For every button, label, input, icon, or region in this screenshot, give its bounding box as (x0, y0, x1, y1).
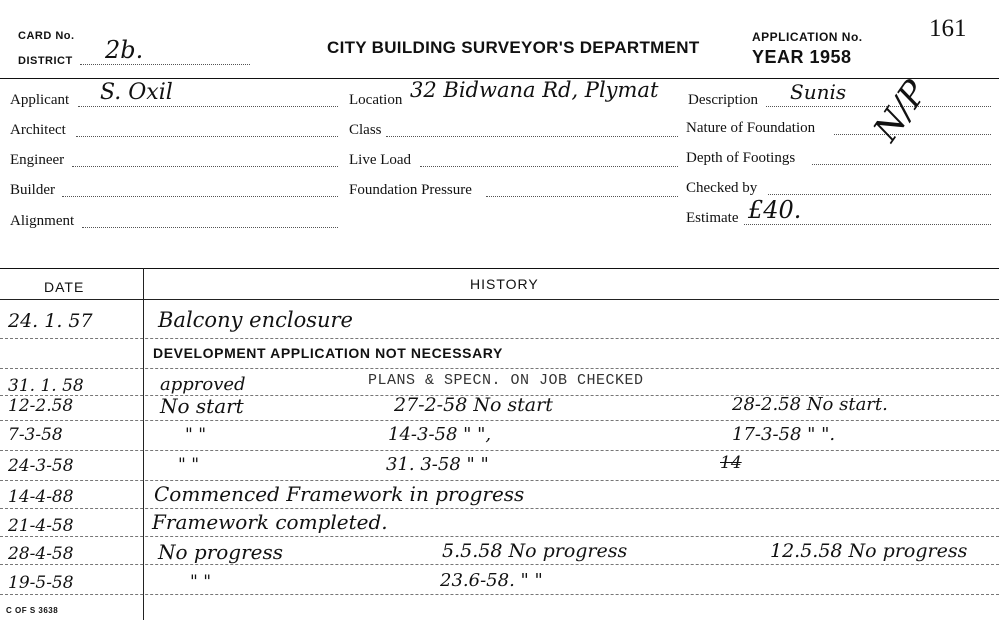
history-entry: " " (185, 425, 207, 445)
date-column-divider (143, 268, 144, 620)
ruling-line (0, 420, 999, 421)
district-label: DISTRICT (18, 55, 73, 67)
nature-line (834, 134, 991, 135)
development-stamp: DEVELOPMENT APPLICATION NOT NECESSARY (153, 345, 503, 361)
live-load-label: Live Load (349, 152, 412, 168)
history-entry: 17-3-58 " ". (732, 424, 836, 445)
foundation-pressure-label: Foundation Pressure (349, 182, 472, 198)
history-entry: No progress (158, 540, 284, 564)
architect-line (76, 136, 338, 137)
ruling-line (0, 564, 999, 565)
history-date: 14-4-88 (8, 487, 74, 507)
history-date: 28-4-58 (8, 544, 74, 564)
estimate-label: Estimate (686, 210, 739, 226)
live-load-line (420, 166, 678, 167)
nature-of-foundation-label: Nature of Foundation (686, 120, 816, 136)
date-column-header: DATE (44, 279, 85, 295)
estimate-value: £40. (748, 196, 802, 224)
application-number: 161 (929, 15, 967, 42)
history-date: 21-4-58 (8, 516, 74, 536)
ruling-line (0, 594, 999, 595)
ruling-line (0, 508, 999, 509)
location-value: 32 Bidwana Rd, Plymat (410, 78, 659, 102)
description-value: Sunis (790, 80, 847, 104)
history-entry: 23.6-58. " " (440, 570, 543, 591)
estimate-line (744, 224, 991, 225)
history-entry: Commenced Framework in progress (154, 482, 525, 506)
location-label: Location (349, 92, 403, 108)
ruling-line (0, 450, 999, 451)
history-entry: " " (190, 572, 212, 592)
engineer-line (72, 166, 338, 167)
alignment-line (82, 227, 338, 228)
history-entry: 27-2-58 No start (394, 394, 553, 416)
alignment-label: Alignment (10, 213, 75, 229)
district-line (80, 64, 250, 65)
depth-line (812, 164, 991, 165)
history-entry: " " (178, 455, 200, 475)
class-label: Class (349, 122, 382, 138)
history-date: 12-2.58 (8, 396, 74, 416)
year-label: YEAR 1958 (752, 47, 852, 67)
builder-line (62, 196, 338, 197)
history-date: 7-3-58 (8, 425, 63, 445)
applicant-line (78, 106, 338, 107)
history-entry: 14-3-58 " ", (388, 424, 492, 445)
history-entry: No start (160, 394, 244, 418)
depth-of-footings-label: Depth of Footings (686, 150, 796, 166)
ruling-line (0, 536, 999, 537)
foundation-pressure-line (486, 196, 678, 197)
ruling-line (0, 338, 999, 339)
district-value: 2b. (105, 36, 144, 64)
history-entry: Framework completed. (152, 510, 388, 534)
description-label: Description (688, 92, 758, 108)
architect-label: Architect (10, 122, 66, 138)
history-entry-struck: 14 (720, 453, 742, 473)
form-code: C OF S 3638 (6, 606, 59, 615)
checked-line (768, 194, 991, 195)
history-entry: 5.5.58 No progress (442, 540, 628, 562)
checked-by-label: Checked by (686, 180, 758, 196)
application-label: APPLICATION No. (752, 30, 863, 44)
history-entry: 12.5.58 No progress (770, 540, 968, 562)
history-date: 24. 1. 57 (8, 310, 93, 332)
history-entry: 28-2.58 No start. (732, 394, 888, 415)
history-top-rule (0, 268, 999, 269)
department-title: CITY BUILDING SURVEYOR'S DEPARTMENT (327, 38, 700, 57)
history-entry: approved (160, 374, 246, 395)
history-column-header: HISTORY (470, 276, 539, 292)
ruling-line (0, 368, 999, 369)
applicant-label: Applicant (10, 92, 70, 108)
builder-label: Builder (10, 182, 55, 198)
ruling-line (0, 480, 999, 481)
history-date: 31. 1. 58 (8, 376, 84, 396)
history-header-rule (0, 299, 999, 300)
history-date: 19-5-58 (8, 573, 74, 593)
history-date: 24-3-58 (8, 456, 74, 476)
card-no-label: CARD No. (18, 30, 75, 42)
np-margin-note: N/P (866, 73, 936, 149)
class-line (386, 136, 678, 137)
engineer-label: Engineer (10, 152, 65, 168)
history-entry: 31. 3-58 " " (386, 454, 489, 475)
applicant-value: S. Oxil (100, 80, 173, 105)
history-entry: Balcony enclosure (158, 308, 353, 332)
plans-checked-stamp: PLANS & SPECN. ON JOB CHECKED (368, 372, 644, 389)
